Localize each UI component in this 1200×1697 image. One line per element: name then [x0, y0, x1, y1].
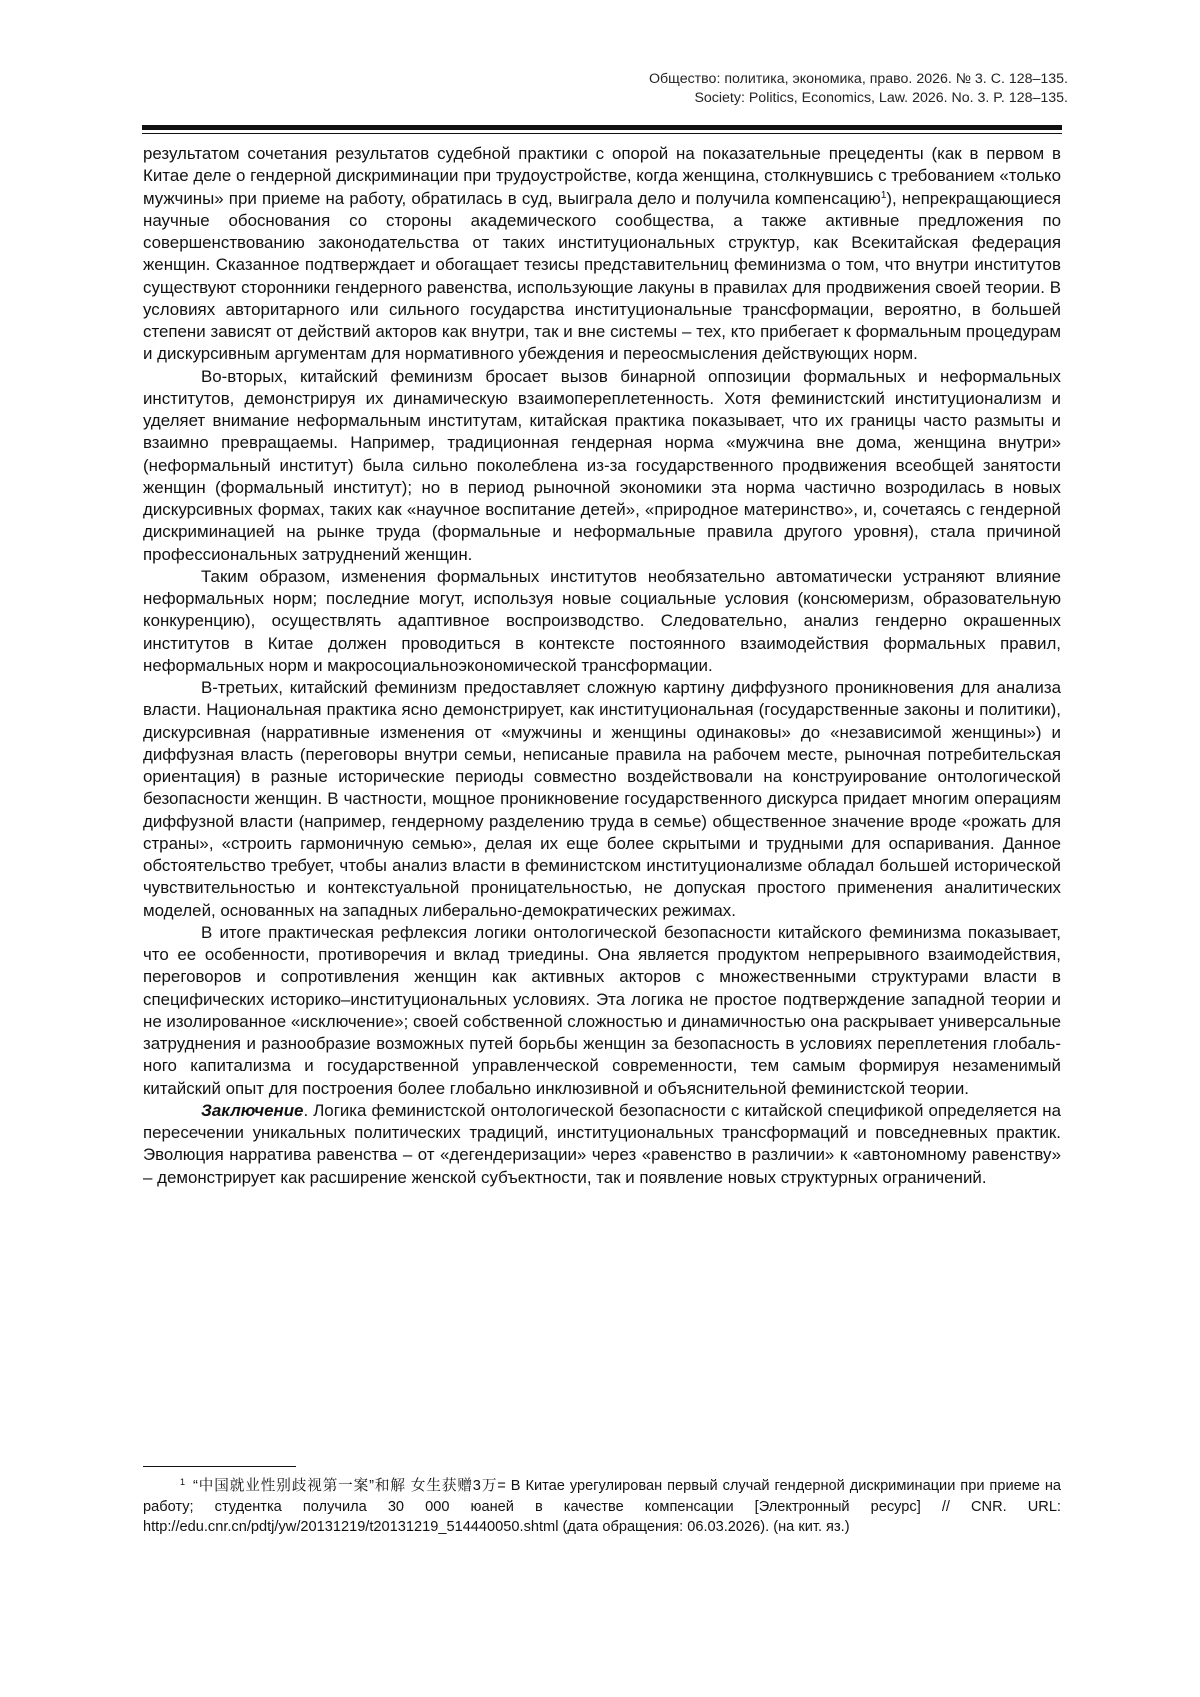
paragraph-1-text-a: результатом сочетания результатов судебной практики с опорой на показательные прецеденты (как в первом в Китае деле о гендерной дискриминации при трудоустройстве, когда женщина, столкнувшись с требованием «только мужчины» при приеме на работу, обратилась в суд, выиграла дело и получила компенсацию [143, 144, 1061, 208]
footnote-1 [143, 1476, 1061, 1538]
conclusion-label: Заключение [201, 1100, 304, 1120]
paragraph-2: Во-вторых, китайский феминизм бросает вызов бинарной оппозиции формальных и неформальных институтов, демонстрируя их динамическую взаимопереплетенность. Хотя феминистский институционализм и уделяет внимание неформальным институтам, китайская практика показывает, что их границы часто размыты и взаимно превращаемы. Например, традиционная гендерная норма «мужчина вне дома, женщина внутри» (неформальный институт) была сильно поколеблена из-за государственного продвижения всеобщей занятости женщин (формальный институт); но в период рыночной экономики эта норма частично возродилась в новых дискурсивных формах, таких как «научное воспитание детей», «природное материнство», и, сочетаясь с гендерной дискриминацией на рынке труда (формальные и неформальные правила другого уровня), стала причиной профессиональных затруднений женщин. [143, 366, 1061, 564]
paragraph-1-text-b: ), непрекращающиеся научные обоснования со стороны академического сообщества, а также активные предложения по совершенствованию законодательства от таких институциональных структур, как Всекитайская федерация женщин. Сказанное подтверждает и обогащает тезисы представительниц феминизма о том, что внутри институтов существуют сторонники гендерного равенства, использующие лакуны в правилах для продвижения своей теории. В условиях авторитарного или сильного государства институциональные трансформации, вероятно, в большей степени зависят от действий акторов как внутри, так и вне системы – тех, кто прибегает к формальным процедурам и дискурсивным аргументам для нормативного убеждения и переосмысления действующих норм. [143, 188, 1061, 364]
paragraph-4: В-третьих, китайский феминизм предоставляет сложную картину диффузного проникновения для анализа власти. Национальная практика ясно демонстрирует, как институциональная (государственные законы и политики), дискурсивная (нарративные изменения от «мужчины и женщины одинаковы» до «независимой женщины») и диффузная власть (переговоры внутри семьи, неписаные правила на рабочем месте, рыночная потребительская ориентация) в разные исторические периоды совместно воздействовали на конструирование онтологической безопасности женщин. В частности, мощное проникновение государственного дискурса придает многим операциям диффузной власти (например, гендерному разделению труда в семье) общественное значение вроде «рожать для страны», «строить гармоничную семью», делая их еще более скрытыми и трудными для оспаривания. Данное обстоятельство требует, чтобы анализ власти в феминистском институционализме обладал большей исторической чувствительностью и контекстуальной проницательностью, не допуская простого применения аналитических моделей, основанных на западных либерально-демократических режимах. [143, 678, 1061, 920]
footnote-number: 1 [180, 1477, 186, 1487]
paragraph-5: В итоге практическая рефлексия логики онтологической безопасности китайского феминизма показывает, что ее особенности, противоречия и вклад триедины. Она является продуктом непрерывного взаимодействия, переговоров и сопротивления женщин как активных акторов с множественными структурами власти в специфических историко–институциональных условиях. Эта логика не простое подтверждение западной теории и не изолированное «исключение»; своей собственной сложностью и динамичностью она раскрывает универсальные затруднения и разнообразие возможных путей борьбы женщин за безопасность в условиях переплетения глобального капитализма и государственной управленческой современности, тем самым формируя незаменимый китайский опыт для построения более глобально инклюзивной и объяснительной феминистской теории. [143, 922, 1061, 1098]
conclusion-text: . Логика феминистской онтологической безопасности с китайской спецификой определяется на пересечении уникальных политических традиций, институциональных трансформаций и повседневных практик. Эволюция нарратива равенства – от «дегендеризации» через «равенство в различии» к «автономному равенству» – демонстрирует как расширение женской субъектности, так и появление новых структурных ограничений. [143, 1100, 1061, 1187]
header-citation-ru: Общество: политика, экономика, право. 2026. № 3. С. 128–135. [649, 71, 1068, 87]
running-header [649, 70, 1068, 108]
footnote-text: “中国就业性别歧视第一案”和解 女生获赠3万= В Китае урегулирован первый случай гендерной дискриминации при приеме на работу; студентка получила 30 000 юаней в качестве компенсации [Электронный ресурс] // CNR. URL: http://edu.cnr.cn/pdtj/yw/20131219/t20131219_514440050.shtml (дата обращения: 06.03.2026). (на кит. яз.) [143, 1478, 1061, 1535]
paragraph-conclusion [143, 1100, 1061, 1189]
header-citation-en: Society: Politics, Economics, Law. 2026. No. 3. P. 128–135. [694, 90, 1068, 106]
header-rule-thick [142, 125, 1062, 130]
paragraph-1 [143, 143, 1061, 366]
header-rule-thin [142, 133, 1062, 134]
article-body [143, 143, 1061, 1189]
footnote-ref[interactable]: 1 [880, 189, 887, 201]
footnote-separator [143, 1466, 296, 1467]
paragraph-3: Таким образом, изменения формальных институтов необязательно автоматически устраняют влияние неформальных норм; последние могут, используя новые социальные условия (консюмеризм, образовательную конкуренцию), осуществлять адаптивное воспроизводство. Следовательно, анализ гендерно окрашенных институтов в Китае должен проводиться в контексте постоянного взаимодействия формальных правил, неформальных норм и макросоциальноэкономической трансформации. [143, 566, 1061, 675]
footnote [143, 1476, 1061, 1538]
